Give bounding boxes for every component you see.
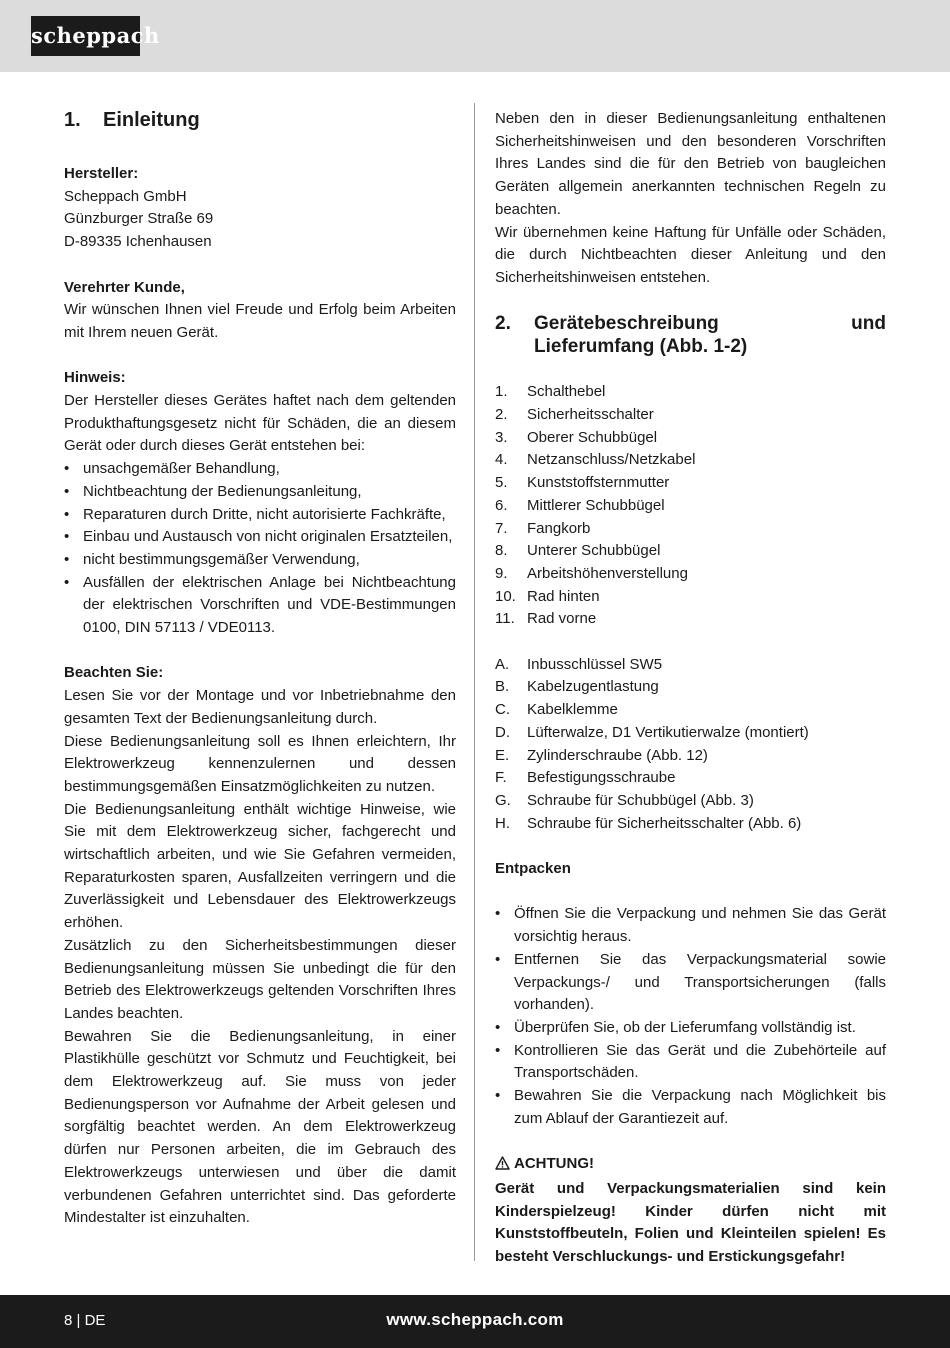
observe-paragraph: Zusätzlich zu den Sicherheitsbestimmungen dieser Bedienungsanleitung müssen Sie unbedingt die für den Betrieb des Elektrowerkzeugs geltenden Vorschriften Ihres Landes beachten. [64, 936, 456, 1022]
item-text: Zylinderschraube (Abb. 12) [527, 746, 708, 764]
item-number: C. [495, 701, 510, 719]
item-number: 7. [495, 519, 508, 537]
footer-band [0, 1295, 950, 1348]
list-item: • nicht bestimmungsgemäßer Verwendung, [64, 549, 456, 572]
list-item [495, 495, 886, 518]
brand-logo: scheppach [31, 16, 140, 56]
list-item [495, 767, 886, 790]
warning-text: Gerät und Verpackungsmaterialien sind kein Kinderspielzeug! Kinder dürfen nicht mit Kunststoffbeuteln, Folien und Kleinteilen spielen! Es besteht Verschluckungs- und Erstickungsgefahr! [495, 1179, 886, 1265]
warning-block [495, 1153, 886, 1269]
item-text: Schraube für Schubbügel (Abb. 3) [527, 791, 754, 809]
note-label: Hinweis: [64, 369, 126, 387]
observe-paragraph: Diese Bedienungsanleitung soll es Ihnen erleichtern, Ihr Elektrowerkzeug kennenzulernen und dessen bestimmungsgemäßen Einsatzmöglichkeiten zu nutzen. [64, 732, 456, 795]
intro-paragraph: Wir übernehmen keine Haftung für Unfälle oder Schäden, die durch Nichtbeachten dieser Anleitung und den Sicherheitshinweisen entstehen. [495, 223, 886, 286]
list-item: • Überprüfen Sie, ob der Lieferumfang vollständig ist. [495, 1017, 886, 1040]
list-item: • Ausfällen der elektrischen Anlage bei Nichtbeachtung der elektrischen Vorschriften und VDE-Bestimmungen 0100, DIN 57113 / VDE0113. [64, 572, 456, 640]
item-text: Kabelzugentlastung [527, 678, 659, 696]
accessories-list [495, 654, 886, 836]
item-number: 10. [495, 587, 516, 605]
item-number: 9. [495, 564, 508, 582]
item-text: Schraube für Sicherheitsschalter (Abb. 6) [527, 814, 802, 832]
parts-list [495, 381, 886, 631]
list-item: • unsachgemäßer Behandlung, [64, 458, 456, 481]
item-number: 1. [495, 383, 508, 401]
item-number: 4. [495, 451, 508, 469]
manufacturer-line: D-89335 Ichenhausen [64, 233, 212, 251]
list-item [495, 654, 886, 677]
list-item [495, 472, 886, 495]
item-number: A. [495, 655, 510, 673]
list-item [495, 540, 886, 563]
list-item: • Reparaturen durch Dritte, nicht autorisierte Fachkräfte, [64, 504, 456, 527]
section-number: 2. [495, 312, 511, 334]
observe-paragraph: Die Bedienungsanleitung enthält wichtige Hinweise, wie Sie mit dem Elektrowerkzeug sicher, fachgerecht und wirtschaftlich arbeiten, und wie Sie Gefahren vermeiden, Reparaturkosten sparen, Ausfallzeiten verringern und die Zuverlässigkeit und Lebensdauer des Elektrowerkzeugs erhöhen. [64, 800, 456, 932]
list-item [495, 404, 886, 427]
list-item [495, 608, 886, 631]
item-number: 2. [495, 406, 508, 424]
note-bullet-list [64, 458, 456, 640]
section-title: Einleitung [103, 109, 200, 131]
item-text: Mittlerer Schubbügel [527, 496, 665, 514]
item-text: Lüfterwalze, D1 Vertikutierwalze (montiert) [527, 723, 809, 741]
list-item [495, 563, 886, 586]
greeting-label: Verehrter Kunde, [64, 278, 185, 296]
item-number: E. [495, 746, 510, 764]
item-text: Sicherheitsschalter [527, 406, 654, 424]
page-number: 8 | DE [64, 1312, 106, 1329]
right-column [495, 108, 886, 1269]
manufacturer-label: Hersteller: [64, 165, 139, 182]
section-2-heading [495, 312, 886, 359]
list-item: • Kontrollieren Sie das Gerät und die Zubehörteile auf Transportschäden. [495, 1040, 886, 1085]
item-number: F. [495, 769, 507, 787]
list-item [495, 586, 886, 609]
header-band [0, 0, 950, 72]
item-number: B. [495, 678, 510, 696]
list-item: • Entfernen Sie das Verpackungsmaterial sowie Verpackungs-/ und Transportsicherungen (falls vorhanden). [495, 949, 886, 1017]
list-item [495, 381, 886, 404]
list-item [495, 449, 886, 472]
section-1-heading [64, 108, 456, 132]
list-item [495, 722, 886, 745]
note-block [64, 367, 456, 639]
item-text: Kunststoffsternmutter [527, 474, 670, 492]
section-number: 1. [64, 109, 81, 131]
observe-paragraph: Bewahren Sie die Bedienungsanleitung, in einer Plastikhülle geschützt vor Schmutz und Feuchtigkeit, bei dem Elektrowerkzeug auf. Sie muss von jeder Bedienungsperson vor Aufnahme der Arbeit gelesen und sorgfältig beachtet werden. An dem Elektrowerkzeug dürfen nur Personen arbeiten, die im Gebrauch des Elektrowerkzeugs unterwiesen und über die damit verbundenen Gefahren unterrichtet sind. Das geforderte Mindestalter ist einzuhalten. [64, 1027, 456, 1227]
section-title: Lieferumfang (Abb. 1-2) [534, 336, 748, 358]
list-item: • Bewahren Sie die Verpackung nach Möglichkeit bis zum Ablauf der Garantiezeit auf. [495, 1085, 886, 1130]
item-number: G. [495, 791, 511, 809]
item-text: Rad vorne [527, 610, 597, 628]
item-text: Kabelklemme [527, 701, 618, 719]
list-item [495, 699, 886, 722]
item-text: Rad hinten [527, 587, 600, 605]
list-item: • Einbau und Austausch von nicht originalen Ersatzteilen, [64, 526, 456, 549]
item-number: 11. [495, 610, 515, 628]
intro-paragraph: Neben den in dieser Bedienungsanleitung enthaltenen Sicherheitshinweisen und den besonderen Vorschriften Ihres Landes sind die für den Betrieb von baugleichen Geräten allgemein anerkannten technischen Regeln zu beachten. [495, 110, 886, 218]
manufacturer-line: Scheppach GmbH [64, 187, 187, 205]
warning-label: ACHTUNG! [514, 1155, 594, 1173]
item-text: Fangkorb [527, 519, 591, 537]
list-item [495, 427, 886, 450]
item-number: D. [495, 723, 510, 741]
intro-block [495, 108, 886, 290]
list-item [495, 676, 886, 699]
item-text: Inbusschlüssel SW5 [527, 655, 663, 673]
item-number: 5. [495, 474, 508, 492]
warning-triangle-icon [495, 1155, 510, 1178]
greeting-block [64, 277, 456, 345]
manufacturer-block [64, 163, 456, 254]
item-text: Schalthebel [527, 383, 606, 401]
observe-paragraph: Lesen Sie vor der Montage und vor Inbetriebnahme den gesamten Text der Bedienungsanleitung durch. [64, 687, 456, 727]
observe-block [64, 662, 456, 1230]
item-text: Arbeitshöhenverstellung [527, 564, 688, 582]
list-item [495, 790, 886, 813]
item-number: 8. [495, 542, 508, 560]
list-item: • Öffnen Sie die Verpackung und nehmen Sie das Gerät vorsichtig heraus. [495, 903, 886, 948]
greeting-text: Wir wünschen Ihnen viel Freude und Erfolg beim Arbeiten mit Ihrem neuen Gerät. [64, 301, 456, 341]
left-column [64, 108, 456, 1230]
section-title: und [851, 312, 886, 334]
item-number: 6. [495, 496, 508, 514]
observe-label: Beachten Sie: [64, 664, 164, 682]
list-item: • Nichtbeachtung der Bedienungsanleitung, [64, 481, 456, 504]
item-number: H. [495, 814, 510, 832]
item-number: 3. [495, 428, 508, 446]
column-divider [474, 103, 475, 1261]
note-text: Der Hersteller dieses Gerätes haftet nach dem geltenden Produkthaftungsgesetz nicht für Schäden, die an diesem Gerät oder durch dieses Gerät entstehen bei: [64, 392, 456, 455]
unpack-bullet-list [495, 903, 886, 1130]
list-item [495, 813, 886, 836]
list-item [495, 745, 886, 768]
item-text: Netzanschluss/Netzkabel [527, 451, 696, 469]
manufacturer-line: Günzburger Straße 69 [64, 210, 214, 228]
list-item [495, 518, 886, 541]
item-text: Oberer Schubbügel [527, 428, 658, 446]
unpack-label: Entpacken [495, 860, 571, 878]
item-text: Befestigungsschraube [527, 769, 676, 787]
unpack-block [495, 858, 886, 1130]
section-title: Gerätebeschreibung [534, 312, 719, 334]
website-url: www.scheppach.com [386, 1310, 564, 1329]
item-text: Unterer Schubbügel [527, 542, 661, 560]
